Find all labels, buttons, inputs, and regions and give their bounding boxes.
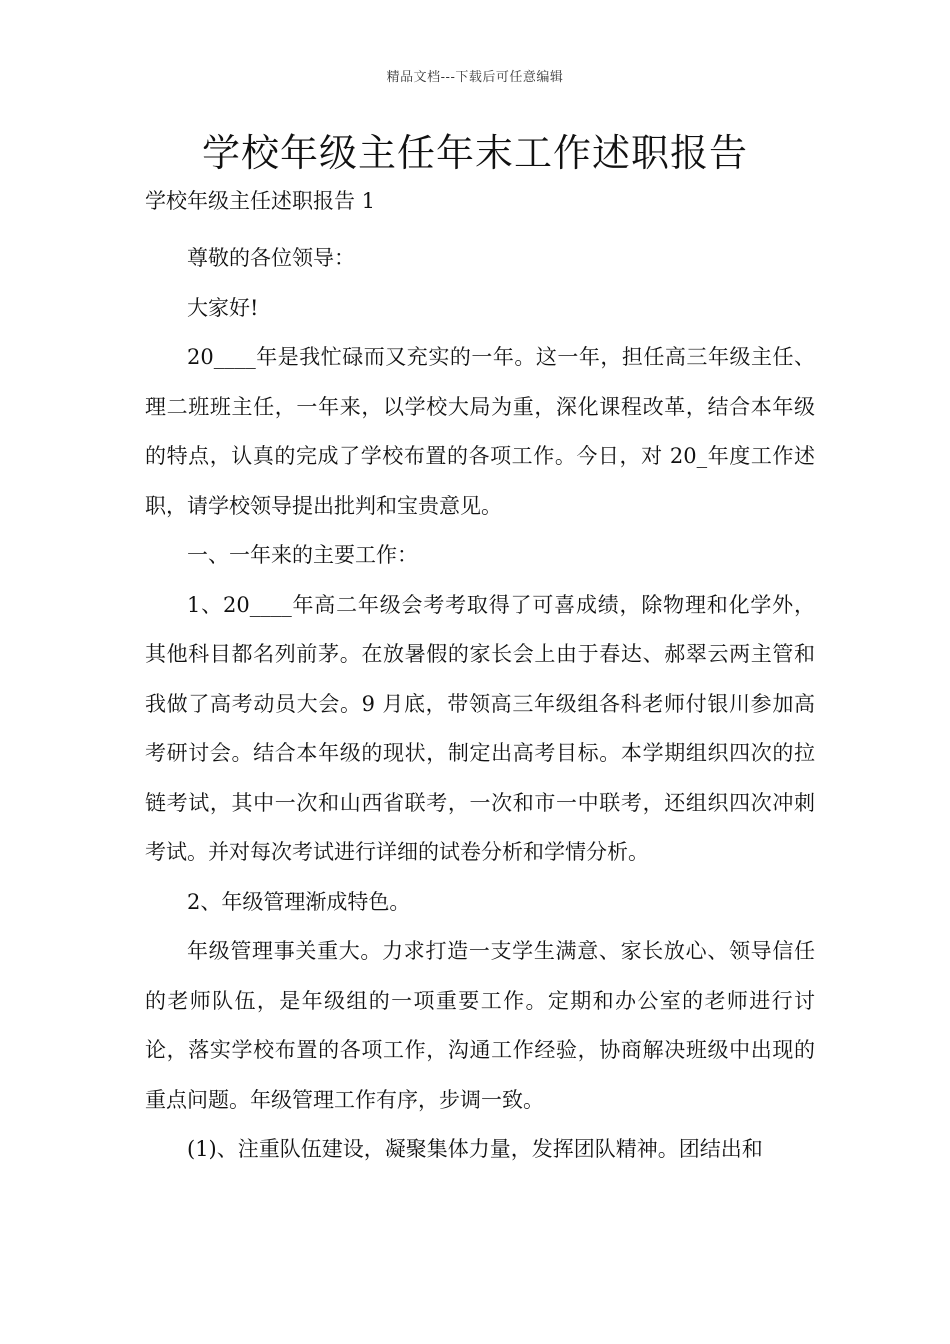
paragraph-salutation: 尊敬的各位领导： [187, 246, 355, 270]
paragraph-item-1: 1、20____年高二年级会考考取得了可喜成绩，除物理和化学外，其他科目都名列前茅。在放暑假的家长会上由于春达、郝翠云两主管和我做了高考动员大会。9 月底，带领高三年级组各科老师付银川参加高考研讨会。结合本年级的现状，制定出高考目标。本学期组织四次的拉链考试，其中一次和山西省联考，一次和市一中联考，还组织四次冲刺考试。并对每次考试进行详细的试卷分析和学情分析。 [145, 592, 815, 864]
document-body [145, 234, 815, 1175]
header-note: 精品文档---下载后可任意编辑 [386, 70, 564, 85]
document-title: 学校年级主任年末工作述职报告 [201, 131, 748, 175]
paragraph-item-2-body: 年级管理事关重大。力求打造一支学生满意、家长放心、领导信任的老师队伍，是年级组的一项重要工作。定期和办公室的老师进行讨论，落实学校布置的各项工作，沟通工作经验，协商解决班级中出现的重点问题。年级管理工作有序，步调一致。 [145, 939, 815, 1112]
paragraph-greeting: 大家好! [187, 295, 259, 320]
section-subtitle: 学校年级主任述职报告 1 [145, 189, 376, 213]
paragraph-item-2-heading: 2、年级管理渐成特色。 [187, 889, 411, 914]
paragraph-subitem-1: (1)、注重队伍建设，凝聚集体力量，发挥团队精神。团结出和 [187, 1137, 763, 1161]
paragraph-section-heading: 一、一年来的主要工作： [187, 543, 418, 567]
paragraph-intro: 20____年是我忙碌而又充实的一年。这一年，担任高三年级主任、理二班班主任，一年来，以学校大局为重，深化课程改革，结合本年级的特点，认真的完成了学校布置的各项工作。今日，对 20_年度工作述职，请学校领导提出批判和宝贵意见。 [145, 345, 815, 518]
